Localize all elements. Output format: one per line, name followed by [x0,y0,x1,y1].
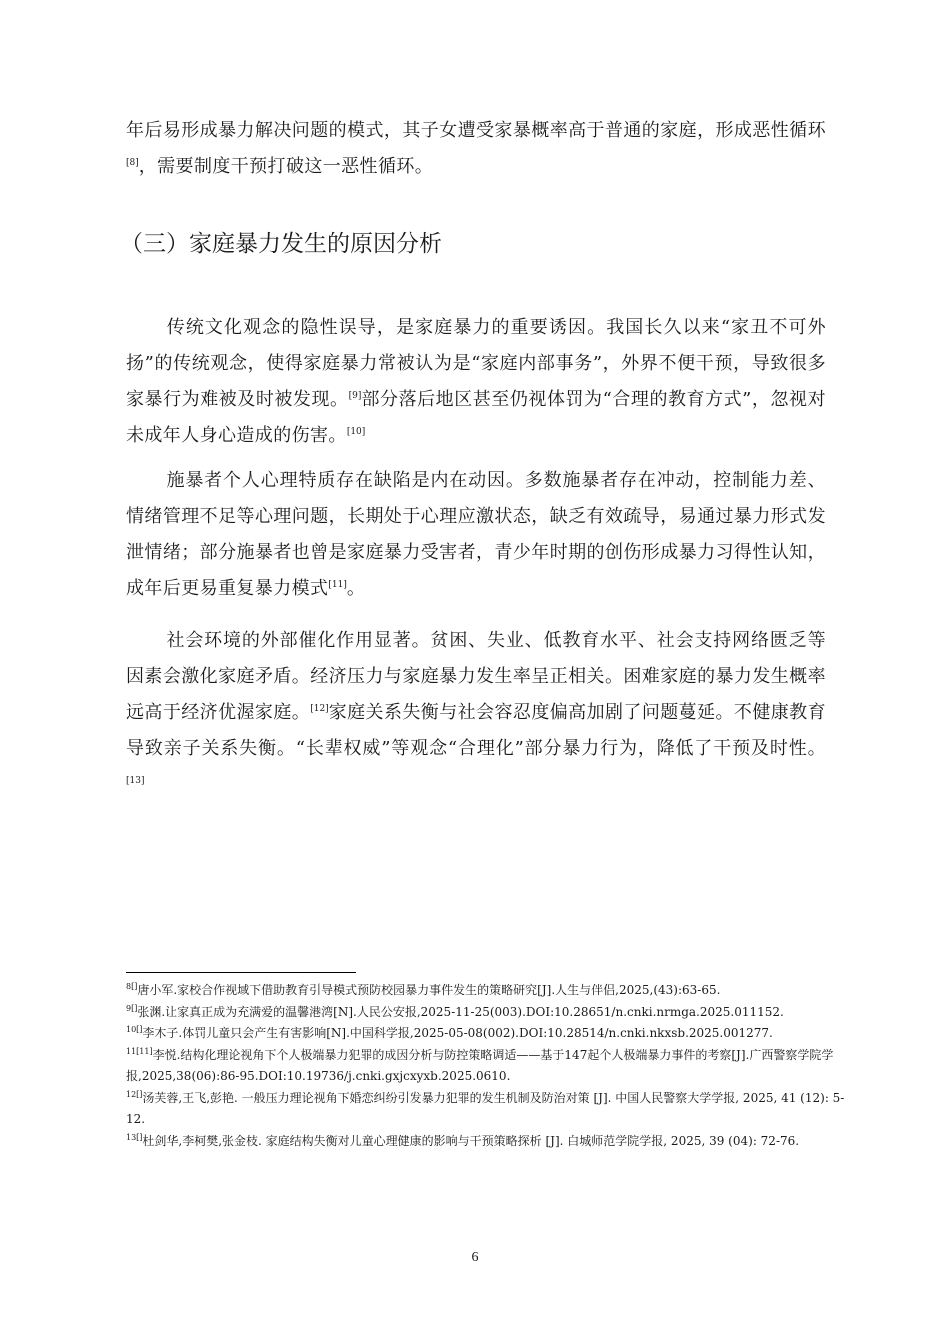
footnote-text: 唐小军.家校合作视域下借助教育引导模式预防校园暴力事件发生的策略研究[J].人生与伴侣,2025,(43):63-65. [137,983,721,997]
footnote-11 [126,1045,846,1088]
footnote-13 [126,1131,846,1153]
citation-13: [13] [126,776,145,786]
paragraph-social [126,623,826,803]
page-number: 6 [471,1250,479,1265]
continuation-text-end: ，需要制度干预打破这一恶性循环。 [138,156,434,177]
footnotes [126,980,846,1152]
continuation-paragraph [126,113,826,185]
citation-12: [12] [310,704,329,714]
section-heading: （三）家庭暴力发生的原因分析 [120,231,442,257]
paragraph-cultural [126,310,826,454]
paragraph-text: 施暴者个人心理特质存在缺陷是内在动因。多数施暴者存在冲动，控制能力差、情绪管理不足等心理问题，长期处于心理应激状态，缺乏有效疏导，易通过暴力形式发泄情绪；部分施暴者也曾是家庭暴力受害者，青少年时期的创伤形成暴力习得性认知，成年后更易重复暴力模式 [126,470,826,599]
footnote-mark: 11[11] [126,1046,153,1056]
footnote-10 [126,1023,846,1045]
footnote-mark: 12[] [126,1089,143,1099]
footnote-mark: 9[] [126,1003,138,1013]
footnote-mark: 10[] [126,1025,143,1034]
footnote-text: 张渊.让家真正成为充满爱的温馨港湾[N].人民公安报,2025-11-25(003).DOI:10.28651/n.cnki.nrmga.2025.011152. [137,1004,784,1019]
paragraph-text: 。 [346,578,366,599]
footnote-text: 李悦.结构化理论视角下个人极端暴力犯罪的成因分析与防控策略调适——基于147起个人极端暴力事件的考察[J].广西警察学院学报,2025,38(06):86-95.DOI:10.19736/j.cnki.gxjcxyxb.2025.0610. [126,1047,834,1083]
footnote-text: 李木子.体罚儿童只会产生有害影响[N].中国科学报,2025-05-08(002).DOI:10.28514/n.cnki.nkxsb.2025.001277. [142,1026,773,1040]
paragraph-text: 社会环境的外部催化作用显著。贫困、失业、低教育水平、社会支持网络匮乏等因素会激化家庭矛盾。经济压力与家庭暴力发生率呈正相关。困难家庭的暴力发生概率远高于经济优渥家庭。 [126,630,826,723]
paragraph-text: 部分落后地区甚至仍视体罚为“合理的教育方式”，忽视对未成年人身心造成的伤害。 [126,389,826,446]
paragraph-text: 传统文化观念的隐性误导，是家庭暴力的重要诱因。我国长久以来“家丑不可外扬”的传统观念，使得家庭暴力常被认为是“家庭内部事务”，外界不便干预，导致很多家暴行为难被及时被发现。 [126,317,826,410]
footnote-9 [126,1002,846,1024]
footnote-text: 杜剑华,李柯樊,张金枝. 家庭结构失衡对儿童心理健康的影响与干预策略探析 [J]. 白城师范学院学报, 2025, 39 (04): 72-76. [142,1133,800,1148]
footnote-12 [126,1088,846,1131]
continuation-text: 年后易形成暴力解决问题的模式，其子女遭受家暴概率高于普通的家庭，形成恶性循环 [126,120,826,141]
footnote-mark: 8[] [126,982,138,991]
paragraph-psychological [126,463,826,607]
footnote-text: 汤芙蓉,王飞,彭艳. 一般压力理论视角下婚恋纠纷引发暴力犯罪的发生机制及防治对策 [J]. 中国人民警察大学学报, 2025, 41 (12): 5-12. [126,1090,845,1126]
footnote-mark: 13[] [126,1132,143,1142]
citation-9: [9] [348,391,362,401]
citation-11: [11] [328,580,347,590]
citation-10: [10] [346,427,366,437]
footnote-divider [126,972,356,973]
footnote-8 [126,980,846,1002]
paragraph-text: 家庭关系失衡与社会容忍度偏高加剧了问题蔓延。不健康教育导致亲子关系失衡。“长辈权威”等观念“合理化”部分暴力行为，降低了干预及时性。 [126,702,826,759]
citation-8: [8] [126,158,139,168]
